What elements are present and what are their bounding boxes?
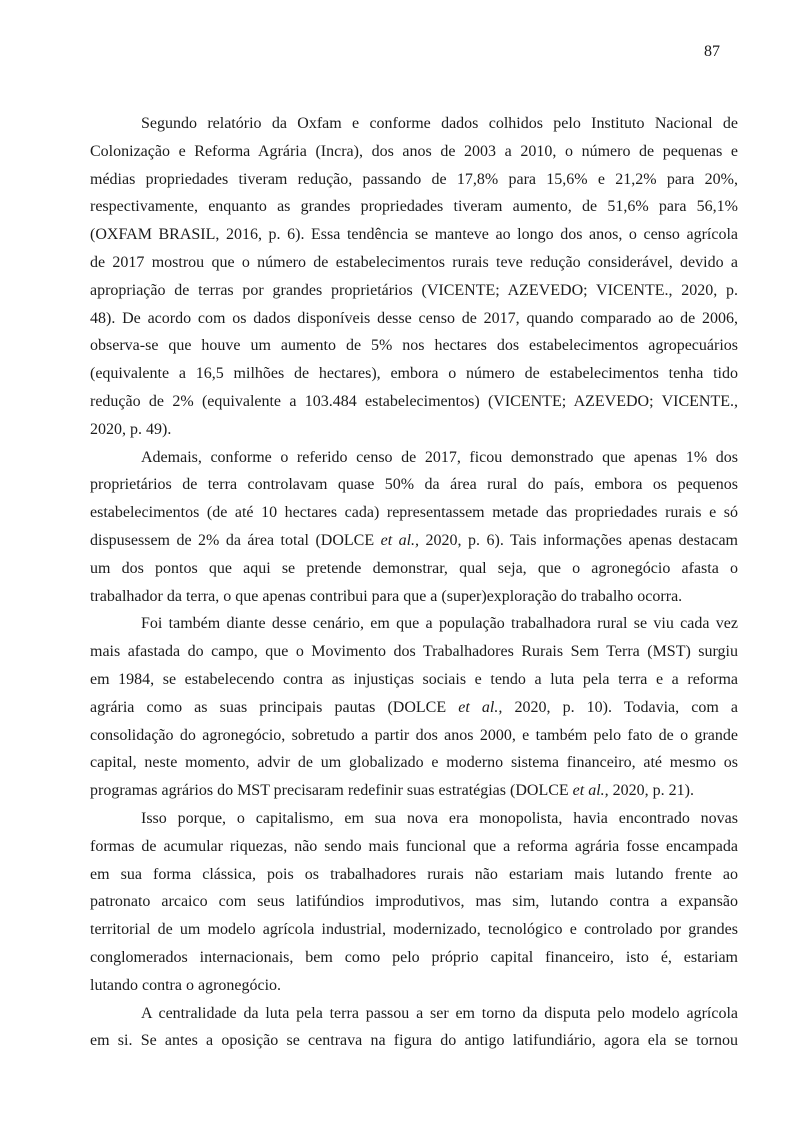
- text-segment: patronato arcaico com seus latifúndios improdutivos, mas sim, lutando contra a expansão: [90, 893, 738, 911]
- text-line: [90, 916, 738, 944]
- text-segment: trabalhador da terra, o que apenas contribui para que a (super)exploração do trabalho ocorra.: [90, 587, 683, 605]
- citation-et-al: et al.,: [458, 698, 503, 716]
- paragraph-oxfam-incra: [90, 110, 738, 444]
- text-line: [90, 249, 738, 277]
- text-segment: dispusessem de 2% da área total (DOLCE: [90, 531, 381, 549]
- text-line: [90, 110, 738, 138]
- text-segment: em si. Se antes a oposição se centrava na figura do antigo latifundiário, agora ela se tornou: [90, 1032, 738, 1050]
- text-line: [90, 305, 738, 333]
- text-line: [90, 833, 738, 861]
- text-segment: de 2017 mostrou que o número de estabelecimentos rurais teve redução considerável, devido a: [90, 253, 738, 271]
- text-segment: 48). De acordo com os dados disponíveis desse censo de 2017, quando comparado ao de 2006,: [90, 309, 738, 327]
- text-line: [90, 944, 738, 972]
- text-line: [90, 388, 738, 416]
- page-number: 87: [704, 43, 720, 60]
- text-segment: redução de 2% (equivalente a 103.484 estabelecimentos) (VICENTE; AZEVEDO; VICENTE.,: [90, 392, 738, 410]
- text-segment: (equivalente a 16,5 milhões de hectares), embora o número de estabelecimentos tenha tido: [90, 365, 738, 383]
- text-line: [90, 555, 738, 583]
- text-segment: Ademais, conforme o referido censo de 2017, ficou demonstrado que apenas 1% dos: [141, 448, 738, 466]
- citation-et-al: et al.,: [380, 531, 420, 549]
- text-line: [90, 861, 738, 889]
- text-segment: Isso porque, o capitalismo, em sua nova era monopolista, havia encontrado novas: [141, 809, 738, 827]
- paragraph-centralidade-luta: [90, 1000, 738, 1056]
- page-body: [90, 110, 738, 1055]
- text-segment: Colonização e Reforma Agrária (Incra), dos anos de 2003 a 2010, o número de pequenas e: [90, 142, 738, 160]
- text-segment: 2020, p. 6). Tais informações apenas destacam: [419, 531, 738, 549]
- text-line: [90, 777, 738, 805]
- text-segment: respectivamente, enquanto as grandes propriedades tiveram aumento, de 51,6% para 56,1%: [90, 198, 738, 216]
- text-segment: consolidação do agronegócio, sobretudo a partir dos anos 2000, e também pelo fato de o grande: [90, 726, 738, 744]
- text-segment: territorial de um modelo agrícola industrial, modernizado, tecnológico e controlado por grandes: [90, 921, 738, 939]
- paragraph-mst: [90, 610, 738, 805]
- text-line: [90, 888, 738, 916]
- text-line: [90, 666, 738, 694]
- text-segment: agrária como as suas principais pautas (DOLCE: [90, 698, 459, 716]
- text-line: [90, 277, 738, 305]
- text-segment: 2020, p. 10). Todavia, com a: [502, 698, 738, 716]
- text-line: [90, 583, 738, 611]
- text-segment: capital, neste momento, advir de um globalizado e moderno sistema financeiro, até mesmo os: [90, 754, 738, 772]
- text-line: [90, 1027, 738, 1055]
- text-line: [90, 527, 738, 555]
- text-segment: formas de acumular riquezas, não sendo mais funcional que a reforma agrária fosse encampada: [90, 837, 738, 855]
- text-segment: Segundo relatório da Oxfam e conforme dados colhidos pelo Instituto Nacional de: [141, 115, 738, 132]
- text-line: [90, 166, 738, 194]
- text-segment: programas agrários do MST precisaram redefinir suas estratégias (DOLCE: [90, 782, 573, 800]
- text-segment: lutando contra o agronegócio.: [90, 976, 282, 994]
- text-line: [90, 805, 738, 833]
- text-line: [90, 471, 738, 499]
- text-segment: mais afastada do campo, que o Movimento dos Trabalhadores Rurais Sem Terra (MST) surgiu: [90, 643, 738, 661]
- text-line: [90, 221, 738, 249]
- text-line: [90, 499, 738, 527]
- text-segment: apropriação de terras por grandes proprietários (VICENTE; AZEVEDO; VICENTE., 2020, p.: [90, 281, 738, 299]
- text-line: [90, 332, 738, 360]
- text-segment: 2020, p. 49).: [90, 420, 172, 438]
- paragraph-censo-2017: [90, 444, 738, 611]
- text-segment: um dos pontos que aqui se pretende demonstrar, qual seja, que o agronegócio afasta o: [90, 559, 738, 577]
- text-segment: em sua forma clássica, pois os trabalhadores rurais não estariam mais lutando frente ao: [90, 865, 738, 883]
- text-line: [90, 638, 738, 666]
- text-segment: médias propriedades tiveram redução, passando de 17,8% para 15,6% e 21,2% para 20%,: [90, 170, 738, 188]
- text-line: [90, 416, 738, 444]
- text-line: [90, 444, 738, 472]
- text-line: [90, 722, 738, 750]
- text-line: [90, 193, 738, 221]
- text-segment: estabelecimentos (de até 10 hectares cada) representassem metade das propriedades rurais e só: [90, 504, 738, 522]
- text-line: [90, 749, 738, 777]
- text-line: [90, 1000, 738, 1028]
- text-segment: observa-se que houve um aumento de 5% nos hectares dos estabelecimentos agropecuários: [90, 337, 738, 355]
- text-line: [90, 360, 738, 388]
- citation-et-al: et al.,: [572, 782, 609, 800]
- text-segment: conglomerados internacionais, bem como pelo próprio capital financeiro, isto é, estariam: [90, 948, 738, 966]
- text-segment: (OXFAM BRASIL, 2016, p. 6). Essa tendência se manteve ao longo dos anos, o censo agrícola: [90, 226, 738, 244]
- text-line: [90, 610, 738, 638]
- text-segment: em 1984, se estabelecendo contra as injustiças sociais e tendo a luta pela terra e a reforma: [90, 670, 738, 688]
- text-line: [90, 694, 738, 722]
- text-segment: Foi também diante desse cenário, em que a população trabalhadora rural se viu cada vez: [141, 615, 738, 633]
- text-line: [90, 138, 738, 166]
- text-line: [90, 972, 738, 1000]
- text-segment: 2020, p. 21).: [608, 782, 694, 800]
- paragraph-capitalismo-monopolista: [90, 805, 738, 1000]
- text-segment: A centralidade da luta pela terra passou a ser em torno da disputa pelo modelo agrícola: [141, 1004, 738, 1022]
- text-segment: proprietários de terra controlavam quase 50% da área rural do país, embora os pequenos: [90, 476, 738, 494]
